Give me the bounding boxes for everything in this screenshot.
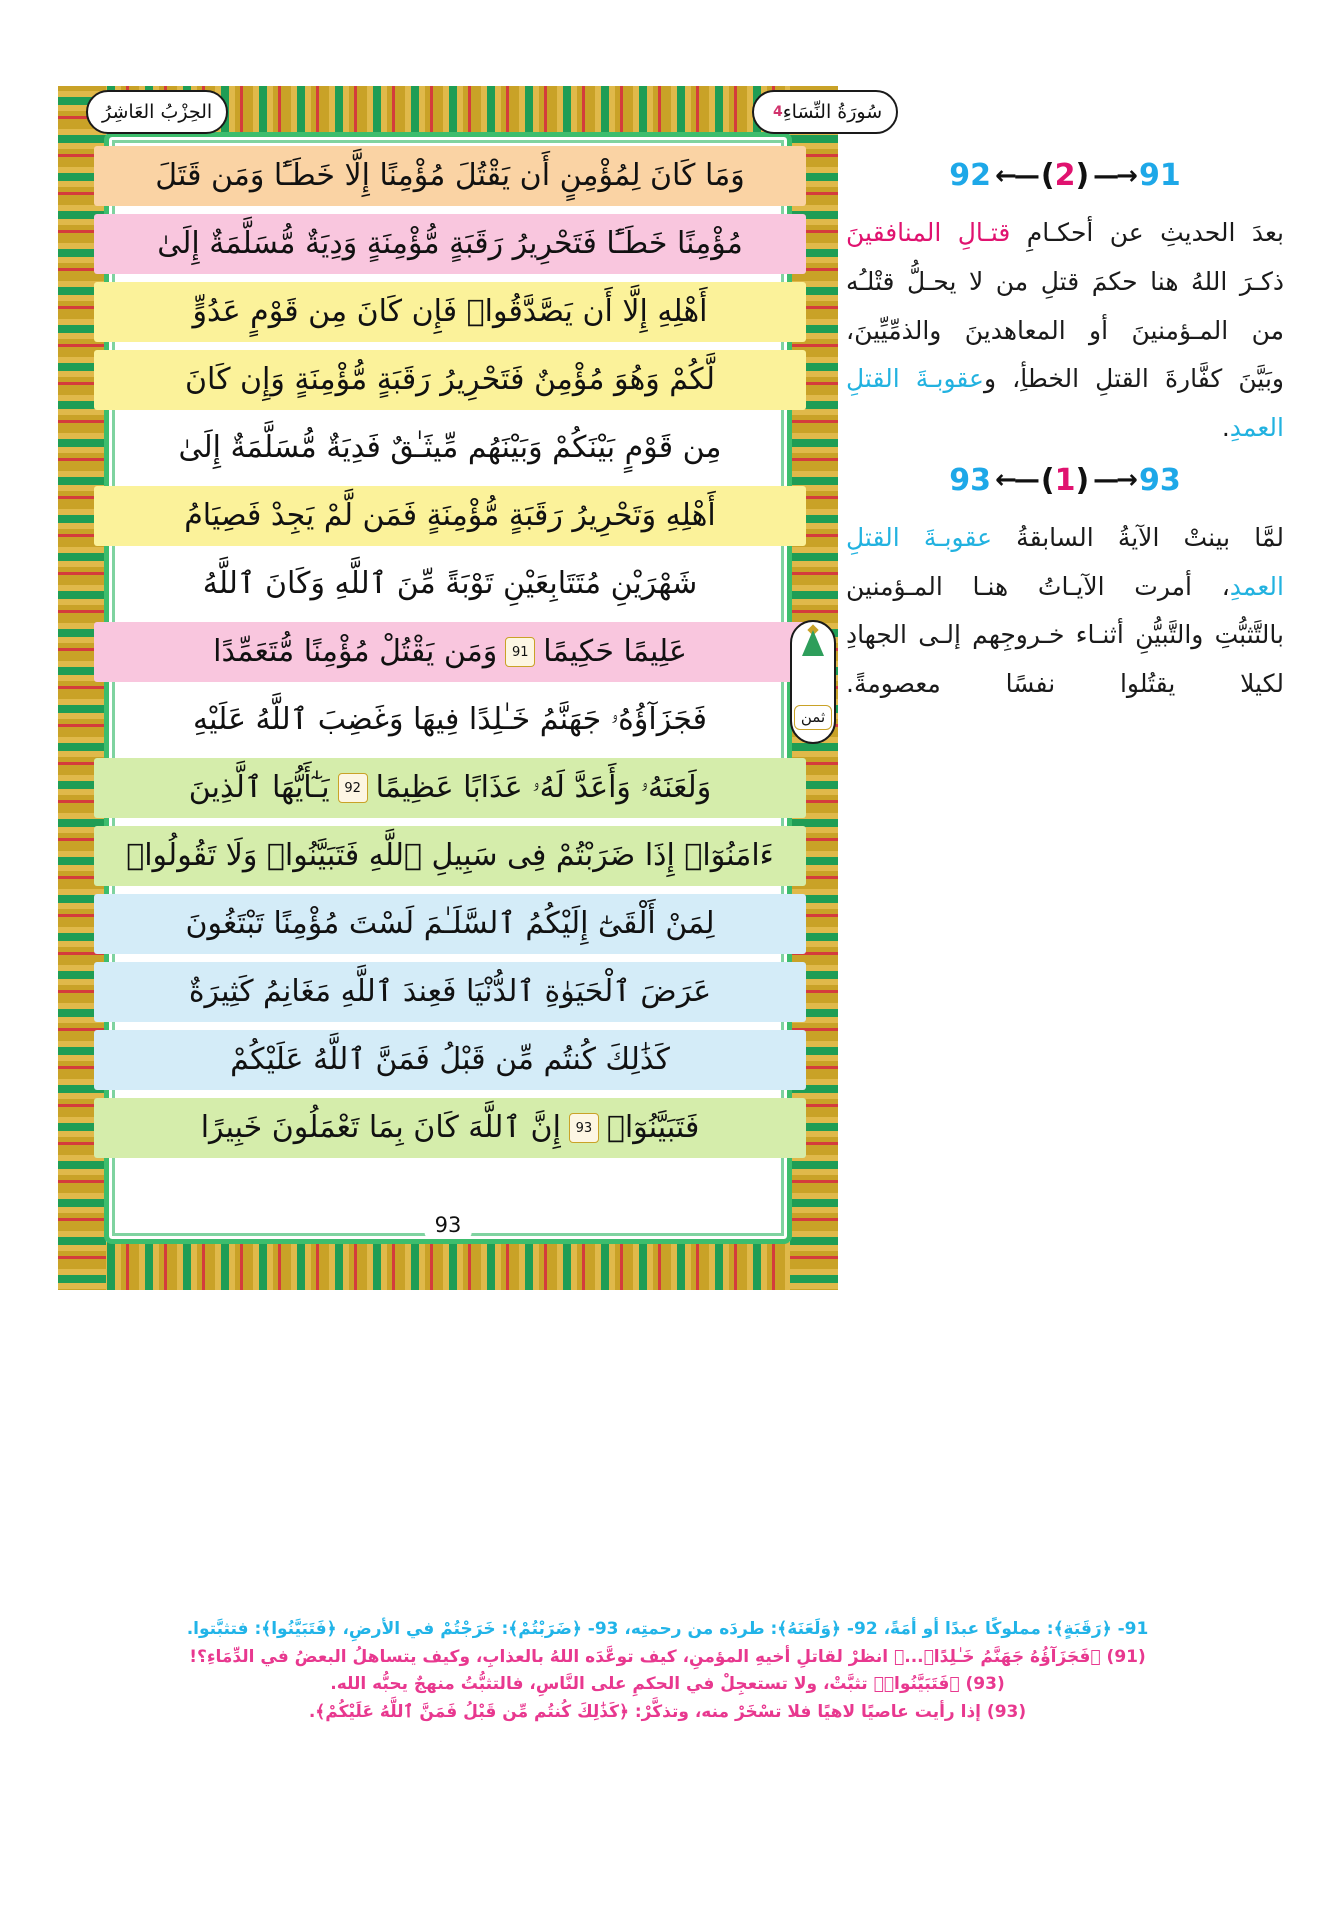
- ayah-text: لِمَنْ أَلْقَىٰٓ إِلَيْكُمُ ٱلسَّلَـٰمَ لَسْتَ مُؤْمِنًا تَبْتَغُونَ: [185, 905, 715, 941]
- ayah-line: [110, 822, 790, 890]
- thumn-marker: [790, 620, 836, 744]
- ayah-line: [110, 346, 790, 414]
- footnote-line: 91- ﴿رَقَبَةٍ﴾: مملوكًا عبدًا أو أمَةً، 92- ﴿وَلَعَنَهُ﴾: طردَه من رحمتِه، 93- ﴿ضَرَبْتُمْ﴾: خَرَجْتُمْ في الأرضِ، ﴿فَتَبَيَّنُوا﴾: فتثبَّتوا.: [186, 1619, 1149, 1639]
- ayah-line: [110, 890, 790, 958]
- tafsir-header-count: (2): [1040, 158, 1090, 193]
- tafsir-paragraph: [846, 209, 1284, 453]
- footnotes-block: [60, 1616, 1275, 1726]
- ayah-text-tail: يَـٰٓأَيُّهَا ٱلَّذِينَ: [186, 767, 333, 810]
- page-number: 93: [425, 1212, 472, 1238]
- ayah-text-tail: إِنَّ ٱللَّهَ كَانَ بِمَا تَعْمَلُونَ خَبِيرًا: [198, 1107, 564, 1150]
- ornament-band-bottom: [58, 1242, 838, 1290]
- ayah-text: عَلِيمًا حَكِيمًا: [543, 633, 687, 669]
- tafsir-header-left-number: 92: [949, 158, 992, 193]
- ayah-text: مِن قَوْمٍ بَيْنَكُمْ وَبَيْنَهُم مِّيثَـٰقٌ فَدِيَةٌ مُّسَلَّمَةٌ إِلَىٰ: [178, 429, 722, 465]
- thumn-finial-icon: [802, 630, 824, 656]
- ayah-text: كَذَٰلِكَ كُنتُم مِّن قَبْلُ فَمَنَّ ٱللَّهُ عَلَيْكُمْ: [230, 1041, 670, 1077]
- tafsir-section-header: [846, 158, 1284, 193]
- footnote-line: (93) ﴿فَتَبَيَّنُوا۟﴾ تثبَّتْ، ولا تستعجِلْ في الحكمِ على النَّاسِ، فالتثبُّتُ منهجٌ يحبُّه الله.: [330, 1674, 1005, 1695]
- arrow-left-icon: ←—: [995, 465, 1037, 496]
- footnote-line: (93) إذا رأيت عاصيًا لاهيًا فلا تسْخَرْ منه، وتذكَّرْ: ﴿كَذَٰلِكَ كُنتُم مِّن قَبْلُ فَمَنَّ ٱللَّهُ عَلَيْكُمْ﴾.: [308, 1701, 1027, 1722]
- ayah-line: [110, 482, 790, 550]
- ayah-line: [110, 142, 790, 210]
- tafsir-header-count-value: 1: [1054, 462, 1076, 498]
- ayah-text: شَهْرَيْنِ مُتَتَابِعَيْنِ تَوْبَةً مِّنَ ٱللَّهِ وَكَانَ ٱللَّهُ: [202, 565, 698, 601]
- tafsir-sidebar: [846, 150, 1292, 1610]
- ayah-text-block: [110, 142, 790, 1232]
- ayah-end-marker: 91: [505, 637, 535, 667]
- tafsir-text-run: ، أمرت الآيـاتُ هنـا المـؤمنين بالتَّثبُّتِ والتَّبيُّنِ أثنـاء خـروجِهم إلـى الجهادِ لكيلا يقتُلوا نفسًا معصومةً.: [846, 571, 1284, 698]
- hizb-label: الحِزْبُ العَاشِرُ: [102, 101, 213, 123]
- ayah-end-marker: 92: [338, 773, 368, 803]
- ayah-text: فَجَزَآؤُهُۥ جَهَنَّمُ خَـٰلِدًا فِيهَا وَغَضِبَ ٱللَّهُ عَلَيْهِ: [193, 701, 707, 737]
- ayah-text: مُؤْمِنًا خَطَـًٔا فَتَحْرِيرُ رَقَبَةٍ مُّؤْمِنَةٍ وَدِيَةٌ مُّسَلَّمَةٌ إِلَىٰ: [157, 225, 743, 261]
- tafsir-keyword-blue: عقوبـةَ القتلِ العمدِ: [846, 522, 1284, 601]
- ayah-text-tail: وَمَن يَقْتُلْ مُؤْمِنًا مُّتَعَمِّدًا: [210, 631, 500, 674]
- ayah-line: [110, 278, 790, 346]
- ayah-line: [110, 618, 790, 686]
- tafsir-paragraph: [846, 514, 1284, 709]
- ayah-text: ءَامَنُوٓا۟ إِذَا ضَرَبْتُمْ فِى سَبِيلِ ٱللَّهِ فَتَبَيَّنُوا۟ وَلَا تَقُولُوا۟: [126, 837, 774, 873]
- ayah-line: [110, 686, 790, 754]
- tafsir-header-left-number: 93: [949, 462, 992, 498]
- tafsir-text-run: بعدَ الحديثِ عن أحكـامِ: [1010, 218, 1284, 247]
- hizb-cartouche: [86, 90, 228, 134]
- ayah-line: [110, 1094, 790, 1162]
- arrow-left-icon: ←—: [995, 160, 1037, 191]
- ayah-text: أَهْلِهِ إِلَّا أَن يَصَّدَّقُوا۟ فَإِن كَانَ مِن قَوْمٍ عَدُوٍّ: [192, 293, 708, 329]
- ayah-text: أَهْلِهِ وَتَحْرِيرُ رَقَبَةٍ مُّؤْمِنَةٍ فَمَن لَّمْ يَجِدْ فَصِيَامُ: [184, 497, 716, 533]
- arrow-right-icon: —→: [1093, 465, 1135, 496]
- surah-cartouche: [752, 90, 898, 134]
- tafsir-keyword-pink: قتـالِ المنافقينَ: [846, 218, 1011, 247]
- ayah-text: وَمَا كَانَ لِمُؤْمِنٍ أَن يَقْتُلَ مُؤْمِنًا إِلَّا خَطَـًٔا وَمَن قَتَلَ: [155, 157, 745, 193]
- ayah-text: عَرَضَ ٱلْحَيَوٰةِ ٱلدُّنْيَا فَعِندَ ٱللَّهِ مَغَانِمُ كَثِيرَةٌ: [188, 973, 712, 1009]
- tafsir-section-header: [846, 463, 1284, 498]
- thumn-label: ثمن: [794, 705, 832, 730]
- ayah-line: [110, 210, 790, 278]
- tafsir-header-right-number: 91: [1138, 158, 1181, 193]
- ayah-line: [110, 1026, 790, 1094]
- tafsir-keyword-blue: عقوبـةَ القتلِ العمدِ: [846, 364, 1284, 442]
- arrow-right-icon: —→: [1093, 160, 1135, 191]
- footnote-line: (91) ﴿فَجَزَآؤُهُ جَهَنَّمُ خَـٰلِدًاۭ...﴾ انظرْ لقاتلِ أخيهِ المؤمنِ، كيف توعَّدَه اللهُ بالعذابِ، وكيف يتساهلُ البعضُ في الدِّمَاءِ؟!: [189, 1646, 1146, 1667]
- ayah-end-marker: 93: [569, 1113, 599, 1143]
- ayah-line: [110, 414, 790, 482]
- tafsir-text-run: .: [1221, 413, 1230, 442]
- tafsir-header-count: (1): [1040, 462, 1090, 498]
- ayah-text: لَّكُمْ وَهُوَ مُؤْمِنٌ فَتَحْرِيرُ رَقَبَةٍ مُّؤْمِنَةٍ وَإِن كَانَ: [185, 361, 715, 397]
- tafsir-text-run: لمَّا بينتْ الآيةُ السابقةُ: [992, 522, 1284, 552]
- surah-number-label: 4: [773, 104, 783, 120]
- ayah-line: [110, 958, 790, 1026]
- ayah-line: [110, 550, 790, 618]
- tafsir-text-run: ذكـرَ اللهُ هنا حكمَ قتلِ من لا يحـلُّ قتْلـُه من المـؤمنينَ أو المعاهدينَ والذمِّيِّينَ، وبَيَّنَ كفَّارةَ القتلِ الخطأِ، و: [846, 266, 1284, 394]
- ayah-text: فَتَبَيَّنُوٓا۟: [606, 1109, 700, 1145]
- ayah-line: [110, 754, 790, 822]
- tafsir-header-count-value: 2: [1054, 158, 1076, 193]
- tafsir-header-right-number: 93: [1138, 462, 1181, 498]
- surah-name-label: سُورَةُ النِّسَاءِ: [782, 101, 883, 123]
- ayah-text: وَلَعَنَهُۥ وَأَعَدَّ لَهُۥ عَذَابًا عَظِيمًا: [375, 769, 712, 805]
